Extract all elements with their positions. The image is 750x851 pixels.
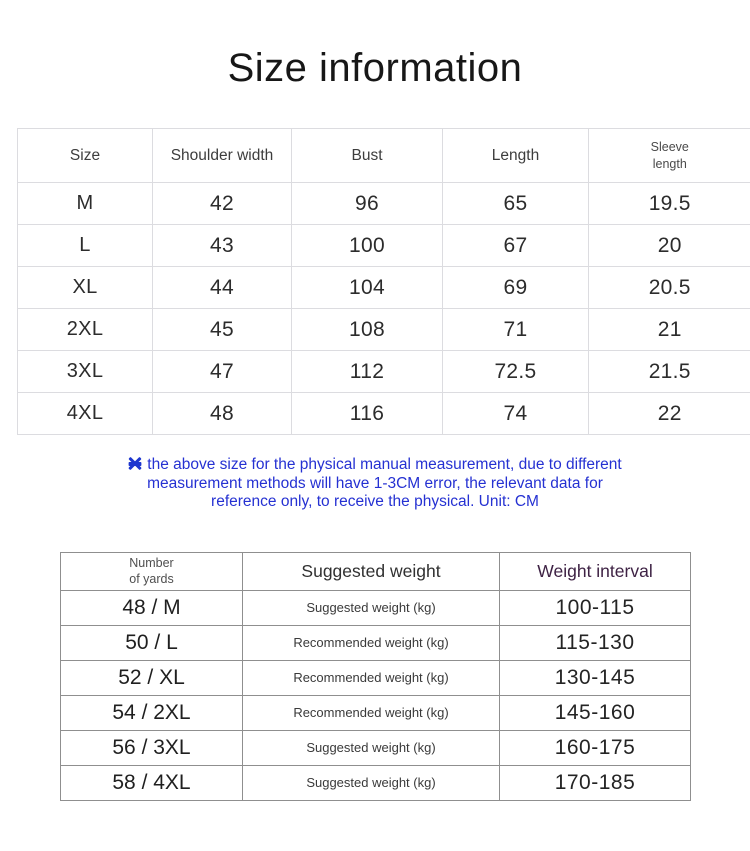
header-number-of-yards: [61, 552, 243, 590]
weight-table-row: [61, 625, 691, 660]
length-cell: 72.5: [443, 351, 589, 393]
size-table-row: [18, 183, 750, 225]
weight-interval-cell: 130-145: [500, 660, 691, 695]
header-bust: Bust: [292, 129, 443, 183]
measurement-note: [0, 456, 750, 512]
size-cell: 4XL: [18, 393, 153, 435]
size-table-row: [18, 267, 750, 309]
yards-cell: 48 / M: [61, 590, 243, 625]
weight-table-row: [61, 660, 691, 695]
reference-mark-icon: [128, 457, 142, 471]
length-cell: 69: [443, 267, 589, 309]
size-table-row: [18, 309, 750, 351]
shoulder-cell: 43: [153, 225, 292, 267]
sleeve-header-line1: Sleeve: [650, 139, 689, 154]
weight-label-cell: Suggested weight (kg): [243, 590, 500, 625]
yards-cell: 56 / 3XL: [61, 730, 243, 765]
yards-cell: 58 / 4XL: [61, 765, 243, 800]
bust-cell: 96: [292, 183, 443, 225]
header-suggested-weight: Suggested weight: [243, 552, 500, 590]
note-line-2: measurement methods will have 1-3CM error, the relevant data for: [147, 474, 603, 492]
sleeve-cell: 22: [589, 393, 750, 435]
size-table-row: [18, 225, 750, 267]
shoulder-cell: 42: [153, 183, 292, 225]
shoulder-cell: 45: [153, 309, 292, 351]
sleeve-cell: 20.5: [589, 267, 750, 309]
yards-cell: 50 / L: [61, 625, 243, 660]
size-cell: 2XL: [18, 309, 153, 351]
size-table-header-row: [18, 129, 750, 183]
bust-cell: 112: [292, 351, 443, 393]
bust-cell: 104: [292, 267, 443, 309]
bust-cell: 108: [292, 309, 443, 351]
size-table: [17, 128, 750, 435]
sleeve-cell: 20: [589, 225, 750, 267]
header-shoulder-width: Shoulder width: [153, 129, 292, 183]
length-cell: 65: [443, 183, 589, 225]
size-cell: 3XL: [18, 351, 153, 393]
size-cell: M: [18, 183, 153, 225]
yards-cell: 52 / XL: [61, 660, 243, 695]
note-line-1: [0, 456, 750, 475]
weight-label-cell: Recommended weight (kg): [243, 625, 500, 660]
yards-header-line2: of yards: [129, 572, 174, 586]
size-table-row: [18, 393, 750, 435]
header-size: Size: [18, 129, 153, 183]
sleeve-cell: 21: [589, 309, 750, 351]
size-table-row: [18, 351, 750, 393]
size-cell: L: [18, 225, 153, 267]
bust-cell: 116: [292, 393, 443, 435]
weight-table-row: [61, 695, 691, 730]
weight-table-row: [61, 590, 691, 625]
page-title: Size information: [227, 46, 523, 90]
bust-cell: 100: [292, 225, 443, 267]
header-sleeve-length: [589, 129, 750, 183]
shoulder-cell: 48: [153, 393, 292, 435]
yards-cell: 54 / 2XL: [61, 695, 243, 730]
length-cell: 67: [443, 225, 589, 267]
sleeve-cell: 21.5: [589, 351, 750, 393]
weight-interval-cell: 160-175: [500, 730, 691, 765]
header-length: Length: [443, 129, 589, 183]
length-cell: 71: [443, 309, 589, 351]
weight-interval-cell: 145-160: [500, 695, 691, 730]
weight-table-row: [61, 765, 691, 800]
weight-table: [60, 552, 691, 801]
weight-label-cell: Suggested weight (kg): [243, 765, 500, 800]
shoulder-cell: 44: [153, 267, 292, 309]
weight-label-cell: Suggested weight (kg): [243, 730, 500, 765]
weight-interval-cell: 100-115: [500, 590, 691, 625]
weight-interval-cell: 115-130: [500, 625, 691, 660]
weight-label-cell: Recommended weight (kg): [243, 695, 500, 730]
note-line-1-text: the above size for the physical manual measurement, due to different: [147, 456, 622, 473]
yards-header-line1: Number: [129, 555, 174, 570]
weight-label-cell: Recommended weight (kg): [243, 660, 500, 695]
shoulder-cell: 47: [153, 351, 292, 393]
sleeve-cell: 19.5: [589, 183, 750, 225]
header-weight-interval: Weight interval: [500, 552, 691, 590]
weight-interval-cell: 170-185: [500, 765, 691, 800]
length-cell: 74: [443, 393, 589, 435]
size-cell: XL: [18, 267, 153, 309]
sleeve-header-line2: length: [652, 156, 687, 171]
note-line-3: reference only, to receive the physical. Unit: CM: [211, 493, 539, 510]
weight-table-header-row: [61, 552, 691, 590]
weight-table-row: [61, 730, 691, 765]
